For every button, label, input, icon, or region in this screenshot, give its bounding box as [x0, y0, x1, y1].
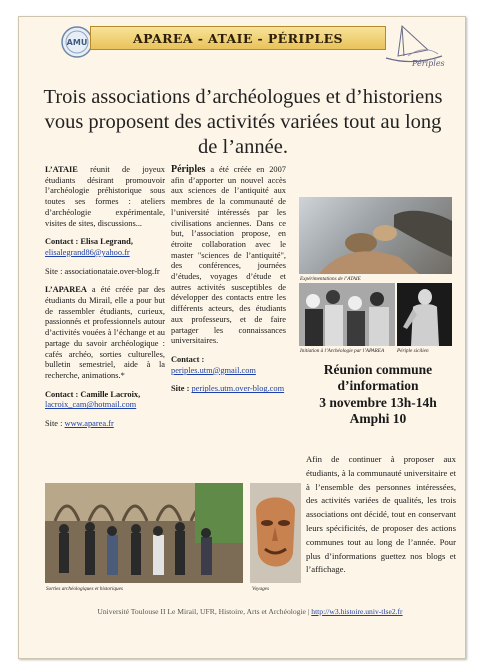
aparea-site-label: Site : — [45, 419, 65, 429]
banner-title: APAREA - ATAIE - PÉRIPLES — [133, 30, 343, 46]
aparea-contact-label: Contact : Camille Lacroix, — [45, 389, 141, 399]
periples-site-label: Site : — [171, 384, 192, 394]
aparea-name: L’APAREA — [45, 285, 87, 295]
title-banner — [90, 26, 386, 50]
photo-aparea-initiation — [299, 283, 395, 346]
meeting-announcement — [296, 362, 460, 427]
periples-paragraph — [171, 165, 286, 347]
periples-text: a été créée en 2007 afin d’apporter un nouvel accès aux sciences de l’antiquité aux membres de la communauté de l’université intéressés par les civilisations anciennes. Dans ce but, l’association propose, en étroite collaboration avec le master "sciences de l’antiquité", des conférences, journées d’études, voyages d’étude et autres activités susceptibles de développer des contacts entre les différents acteurs, des étudiants aux professeurs, et de faire partager les connaissances universitaires. — [171, 165, 286, 346]
footer-text: Université Toulouse II Le Mirail, UFR, Histoire, Arts et Archéologie | — [97, 607, 310, 616]
headline: Trois associations d’archéologues et d’historiens vous proposent des activités variées tout au long de l’année. — [43, 86, 443, 158]
aparea-paragraph — [45, 285, 165, 381]
photo-sorties — [45, 483, 243, 583]
periples-contact — [171, 355, 286, 376]
caption-photo-ataie: Expérimentations de l’ATAIE — [300, 276, 361, 282]
aparea-text: a été créée par des étudiants du Mirail, elle a pour but de rassembler étudiants, curieux, passionnés et professionnels autour d’activités vouées à l’échange et au partage du savoir archéologique : cafés archéo, sorties culturelles, bulletin semestriel, aide à la recherche, animations.* — [45, 285, 165, 380]
aparea-logo-icon — [60, 25, 94, 59]
ataie-name: L’ATAIE — [45, 165, 78, 174]
middle-column — [171, 165, 286, 403]
caption-photo-voyages: Voyages — [252, 586, 269, 592]
ataie-site: Site : associationataie.over-blog.fr — [45, 266, 160, 276]
meeting-line-4: Amphi 10 — [349, 410, 407, 426]
periples-email-link[interactable]: periples.utm@gmail.com — [171, 365, 256, 375]
closing-paragraph: Afin de continuer à proposer aux étudiants, à la communauté universitaire et à l’ensemble des personnes intéressées, des activités variées de qualités, les trois associations ont décidé, tout en conservant leurs spécificités, de proposer des actions communes tout au long de l’année. Pour plus d’informations guettez nos blogs et l’affichage. — [306, 454, 456, 575]
footer — [60, 607, 440, 616]
aparea-contact — [45, 390, 165, 411]
left-column — [45, 165, 165, 438]
ataie-text: réunit de joyeux étudiants désirant promouvoir l’archéologie préhistorique sous toutes ses formes : ateliers d’archéologie expérimentale, visites de sites, discussions... — [45, 165, 165, 228]
caption-photo-sorties: Sorties archéologiques et historiques — [46, 586, 123, 592]
caption-photo-periple: Périple sicilien — [397, 348, 429, 354]
ataie-paragraph — [45, 165, 165, 229]
svg-text:Périples: Périples — [412, 59, 445, 68]
svg-text:AMU: AMU — [66, 38, 88, 47]
periples-name: Périples — [171, 164, 206, 175]
meeting-line-3: 3 novembre 13h-14h — [319, 394, 437, 410]
periples-site — [171, 384, 286, 395]
ataie-contact-label: Contact : Elisa Legrand, — [45, 237, 133, 247]
photo-ataie-experiments — [299, 197, 452, 274]
ataie-contact — [45, 237, 165, 258]
periples-contact-label: Contact : — [171, 354, 205, 364]
periples-site-link[interactable]: periples.utm.over-blog.com — [191, 384, 285, 394]
meeting-line-1: Réunion commune — [323, 362, 433, 377]
ataie-email-link[interactable]: elisalegrand86@yahoo.fr — [45, 247, 130, 257]
meeting-line-2: d’information — [337, 378, 419, 394]
caption-photo-aparea: Initiation à l’Archéologie par l’APAREA — [300, 348, 385, 354]
aparea-site — [45, 419, 165, 430]
periples-logo-icon — [378, 20, 448, 70]
aparea-email-link[interactable]: lacroix_cam@hotmail.com — [45, 400, 137, 410]
aparea-site-link[interactable]: www.aparea.fr — [64, 419, 114, 429]
photo-voyages — [250, 483, 301, 583]
footer-link[interactable]: http://w3.histoire.univ-tlse2.fr — [311, 607, 403, 616]
photo-periple-sicilien — [397, 283, 452, 346]
